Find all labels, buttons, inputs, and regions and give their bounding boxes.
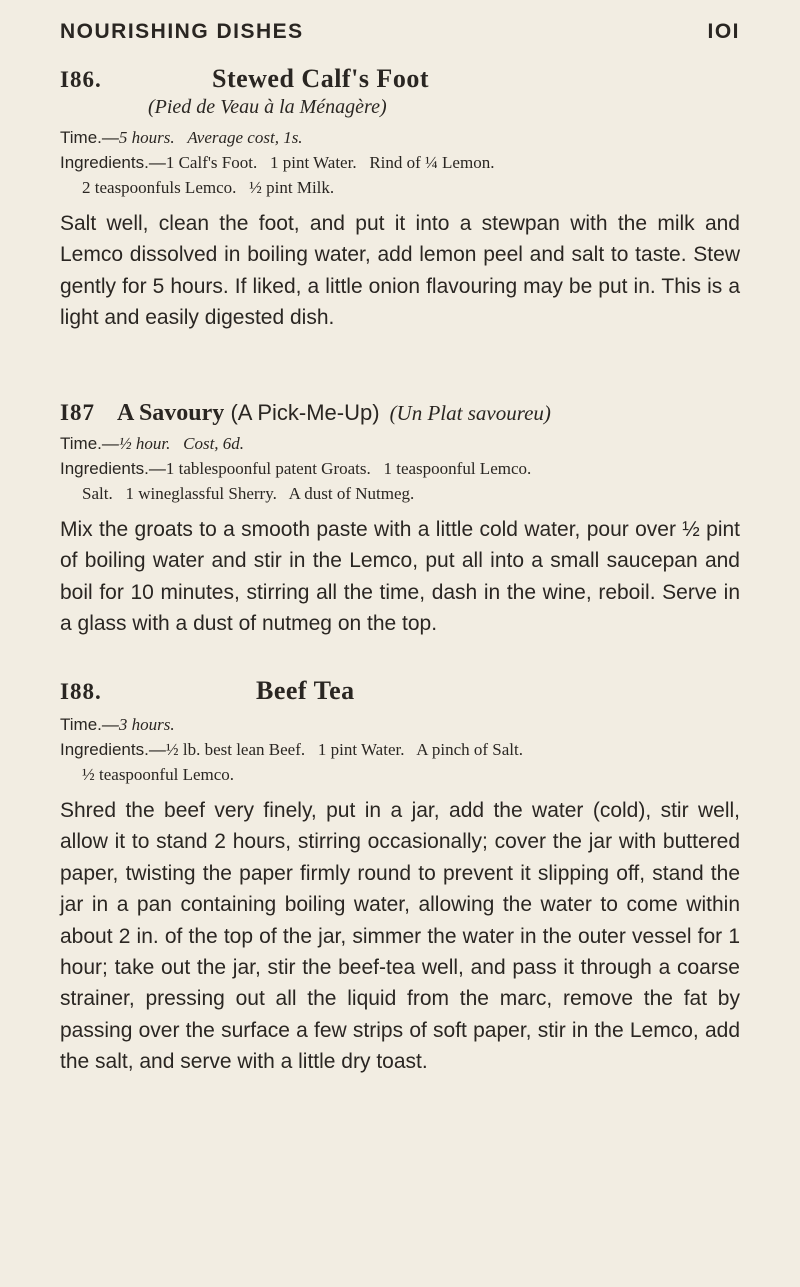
recipe-188 <box>60 676 740 1078</box>
recipe-title-row <box>60 676 740 706</box>
recipe-meta <box>60 125 740 200</box>
time-value: 5 hours. <box>118 128 175 147</box>
ingredients-label: Ingredients.— <box>60 740 166 759</box>
recipe-title-bold: A Savoury <box>116 400 225 426</box>
time-line <box>60 712 740 737</box>
recipe-title-rest: (A Pick-Me-Up) <box>230 400 380 425</box>
recipe-title: Beef Tea <box>256 676 355 705</box>
recipe-number: I87 <box>60 400 95 425</box>
recipe-number: I86. <box>60 67 102 92</box>
cost-value: Cost, 6d. <box>183 434 245 453</box>
time-label: Time.— <box>60 128 119 147</box>
ingredients-text: 1 Calf's Foot. 1 pint Water. Rind of ¼ Lemon. <box>165 153 495 172</box>
recipe-186 <box>60 64 740 334</box>
ingredients-text-cont: ½ teaspoonful Lemco. <box>82 765 235 784</box>
ingredients-label: Ingredients.— <box>60 153 166 172</box>
recipe-title-row <box>60 64 740 94</box>
recipe-method: Shred the beef very finely, put in a jar, add the water (cold), stir well, allow it to stand 2 hours, stirring occasionally; cover the jar with buttered paper, twisting the paper firmly round to prevent it slipping off, stand the jar in a pan containing boiling water, allowing the water to come within about 2 in. of the top of the jar, simmer the water in the outer vessel for 1 hour; take out the jar, stir the beef-tea well, and pass it through a coarse strainer, pressing out all the liquid from the marc, remove the fat by passing over the surface a few strips of soft paper, stir in the Lemco, add the salt, and serve with a little dry toast. <box>60 799 740 1074</box>
recipe-number: I88. <box>60 679 102 704</box>
recipe-title-row <box>60 400 740 427</box>
recipe-meta <box>60 712 740 787</box>
ingredients-text: ½ lb. best lean Beef. 1 pint Water. A pinch of Salt. <box>165 740 523 759</box>
ingredients-text-cont: Salt. 1 wineglassful Sherry. A dust of Nutmeg. <box>82 484 415 503</box>
ingredients-label: Ingredients.— <box>60 459 166 478</box>
recipe-french-title: (Un Plat savoureu) <box>389 401 551 425</box>
recipe-title <box>117 400 380 427</box>
cost-value: Average cost, 1s. <box>187 128 303 147</box>
page-number: IOI <box>707 20 740 43</box>
time-label: Time.— <box>60 434 119 453</box>
recipe-title: Stewed Calf's Foot <box>212 64 429 93</box>
running-head <box>60 20 740 56</box>
time-label: Time.— <box>60 715 119 734</box>
recipe-french-title: (Pied de Veau à la Ménagère) <box>148 96 387 118</box>
recipe-method: Mix the groats to a smooth paste with a little cold water, pour over ½ pint of boiling water and stir in the Lemco, put all into a small saucepan and boil for 10 minutes, stirring all the time, dash in the wine, reboil. Serve in a glass with a dust of nutmeg on the top. <box>60 518 740 636</box>
recipe-method: Salt well, clean the foot, and put it into a stewpan with the milk and Lemco dissolved in boiling water, add lemon peel and salt to taste. Stew gently for 5 hours. If liked, a little onion flavouring may be put in. This is a light and easily digested dish. <box>60 212 740 330</box>
recipe-187 <box>60 400 740 640</box>
ingredients-text-cont: 2 teaspoonfuls Lemco. ½ pint Milk. <box>82 178 335 197</box>
ingredients-line <box>60 737 740 762</box>
section-title: NOURISHING DISHES <box>60 20 304 43</box>
recipe-meta <box>60 431 740 506</box>
ingredients-line <box>60 150 740 175</box>
time-value: 3 hours. <box>118 715 175 734</box>
time-line <box>60 125 740 150</box>
time-line <box>60 431 740 456</box>
ingredients-text: 1 tablespoonful patent Groats. 1 teaspoonful Lemco. <box>165 459 532 478</box>
time-value: ½ hour. <box>118 434 171 453</box>
ingredients-line <box>60 456 740 481</box>
